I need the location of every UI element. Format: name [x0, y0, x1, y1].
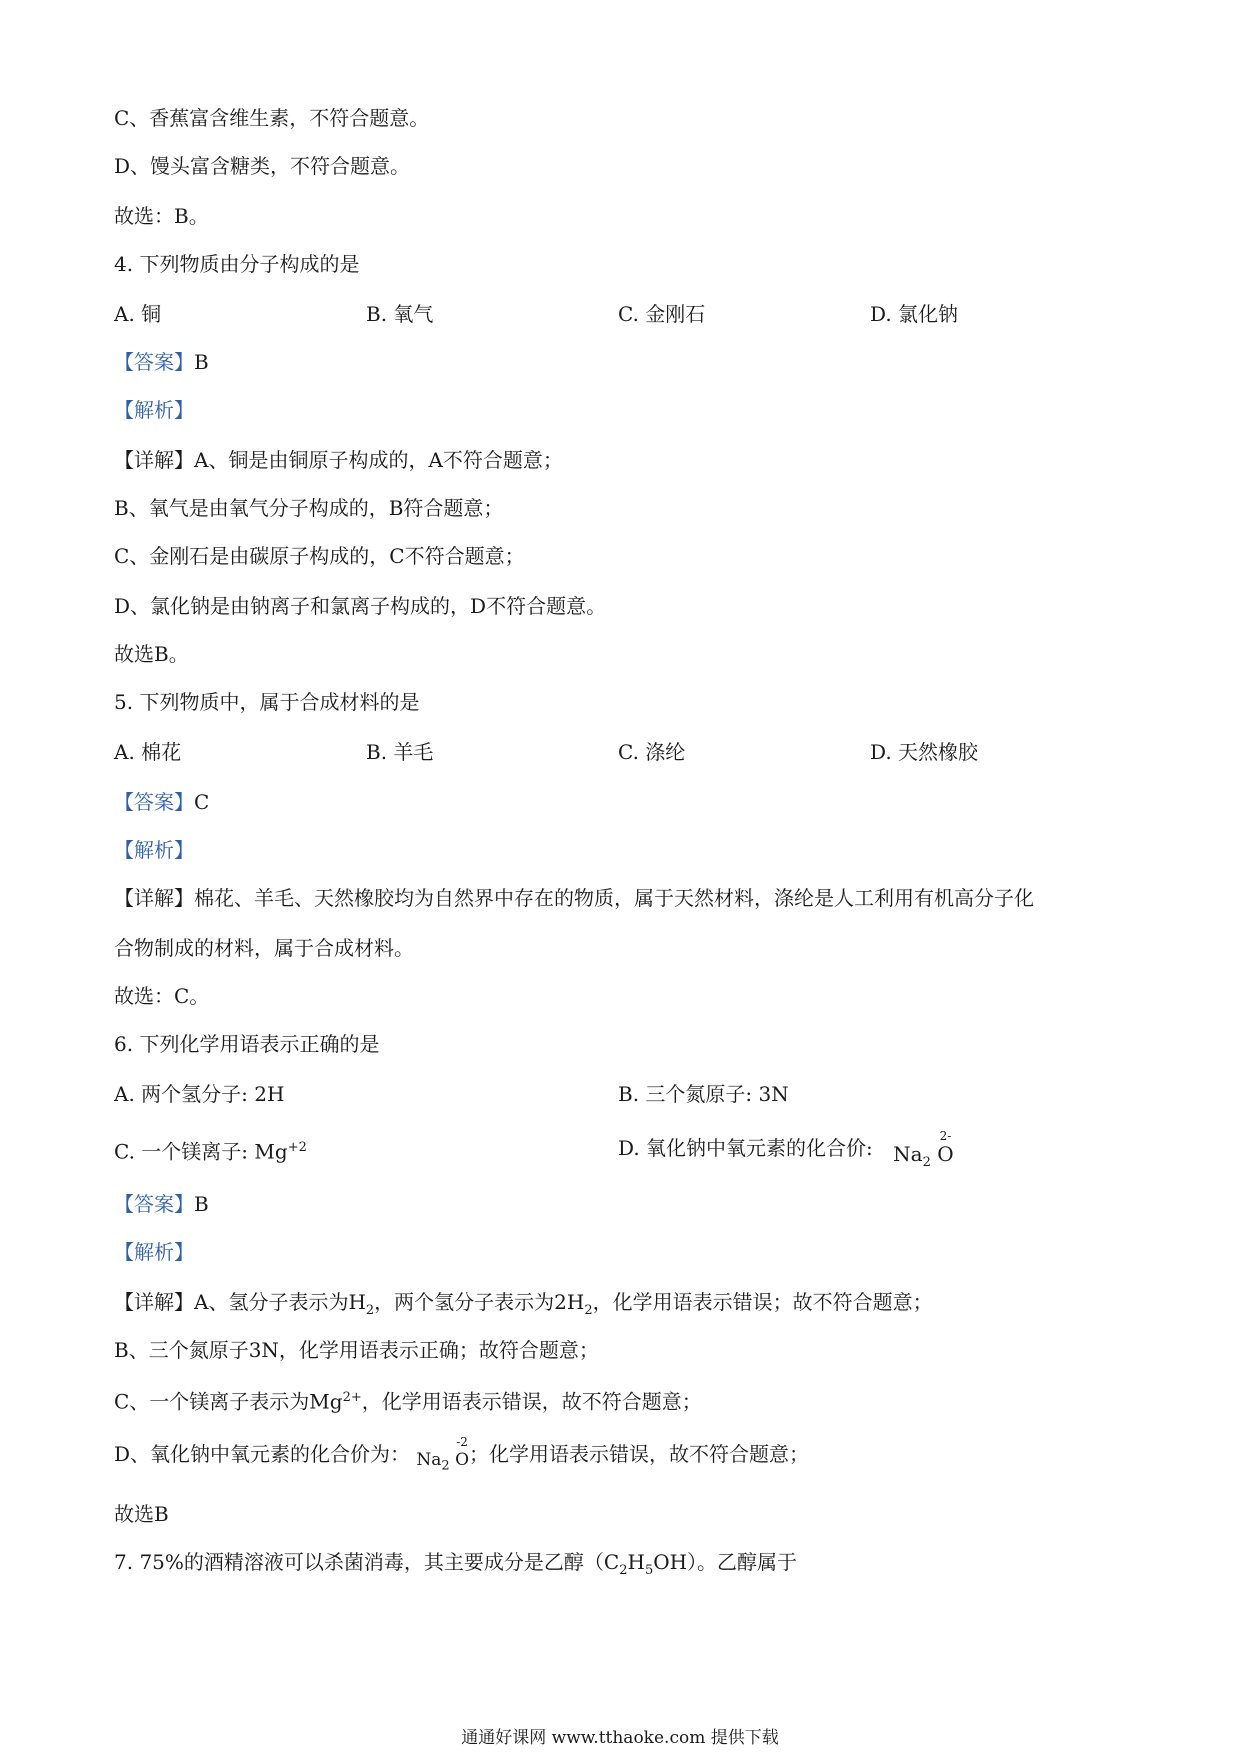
q4-option-d: D. 氯化钠 [870, 302, 959, 326]
option-text: C. 一个镁离子: Mg [114, 1139, 288, 1164]
formula-o-letter: O [937, 1142, 954, 1166]
formula-na: Na [893, 1142, 923, 1166]
q5-end: 故选：C。 [114, 984, 210, 1008]
q4-detail-2: B、氧气是由氧气分子构成的，B符合题意； [114, 496, 504, 520]
question-4: 4. 下列物质由分子构成的是 [114, 252, 360, 276]
detail-label: 【详解】 [114, 886, 194, 910]
q4-detail-1 [114, 448, 563, 472]
valence-mark: -2 [456, 1435, 468, 1449]
q6-end: 故选B [114, 1502, 169, 1526]
q6-detail-3 [114, 1386, 702, 1414]
formula-o [937, 1129, 954, 1166]
q5-option-c: C. 涤纶 [618, 740, 686, 764]
q4-analysis-label: 【解析】 [114, 398, 194, 422]
q4-end: 故选B。 [114, 642, 189, 666]
q5-option-d: D. 天然橡胶 [870, 740, 979, 764]
q4-detail-4: D、氯化钠是由钠离子和氯离子构成的，D不符合题意。 [114, 594, 607, 618]
q6-analysis-label: 【解析】 [114, 1240, 194, 1264]
q6-detail-1 [114, 1290, 933, 1323]
q5-analysis-label: 【解析】 [114, 838, 194, 862]
formula-o [455, 1435, 470, 1472]
detail-text: A、铜是由铜原子构成的，A不符合题意； [194, 448, 563, 472]
text-line: D、馒头富含糖类，不符合题意。 [114, 154, 411, 178]
detail-text: C、一个镁离子表示为Mg [114, 1389, 343, 1414]
q6-detail-4 [114, 1435, 810, 1474]
question-7: 7. 75%的酒精溶液可以杀菌消毒，其主要成分是乙醇$(C_2H_5OH)$。乙醇属于 [114, 1550, 798, 1578]
detail-label: 【详解】 [114, 448, 194, 472]
answer-label: 【答案】 [114, 1192, 194, 1216]
q6-option-d [618, 1129, 954, 1170]
formula-subscript: 2 [441, 1458, 450, 1474]
q5-answer [114, 790, 209, 814]
q6-answer [114, 1192, 209, 1216]
question-text: OH）。乙醇属于 [653, 1550, 798, 1574]
text-line: C、香蕉富含维生素，不符合题意。 [114, 106, 430, 130]
formula-subscript: 2 [922, 1155, 931, 1170]
answer-label: 【答案】 [114, 350, 194, 374]
detail-text: 棉花、羊毛、天然橡胶均为自然界中存在的物质，属于天然材料，涤纶是人工利用有机高分子化 [194, 886, 1034, 910]
formula-na2o [416, 1435, 470, 1478]
text-line: 故选：B。 [114, 204, 209, 228]
detail-text: A、氢分子表示为H [194, 1290, 366, 1314]
q5-detail-1 [114, 886, 1034, 910]
answer-label: 【答案】 [114, 790, 194, 814]
q4-option-c: C. 金刚石 [618, 302, 706, 326]
q6-option-a: A. 两个氢分子: 2H [114, 1082, 285, 1106]
detail-text: ，两个氢分子表示为2H [374, 1290, 585, 1314]
charge-superscript: +2 [287, 1140, 307, 1155]
q6-detail-2: B、三个氮原子3N，化学用语表示正确；故符合题意； [114, 1338, 599, 1362]
option-text: D. 氧化钠中氧元素的化合价: [618, 1136, 873, 1160]
question-text: 7. 75%的酒精溶液可以杀菌消毒，其主要成分是乙醇（C [114, 1550, 620, 1574]
detail-text: D、氧化钠中氧元素的化合价为： [114, 1442, 411, 1466]
detail-text: ，化学用语表示错误；故不符合题意； [592, 1290, 933, 1314]
q5-option-a: A. 棉花 [114, 740, 182, 764]
question-6: 6. 下列化学用语表示正确的是 [114, 1032, 380, 1056]
valence-mark: 2- [939, 1129, 952, 1143]
q4-option-b: B. 氧气 [366, 302, 434, 326]
detail-text: ；化学用语表示错误，故不符合题意； [469, 1442, 810, 1466]
answer-value: B [194, 350, 209, 374]
formula-subscript: 2 [584, 1303, 593, 1318]
charge-superscript: 2+ [342, 1390, 362, 1405]
formula-subscript: 2 [365, 1303, 375, 1318]
formula-subscript: 2 [619, 1563, 628, 1578]
answer-value: C [194, 790, 210, 814]
formula-o-letter: O [455, 1450, 470, 1470]
q6-option-c [114, 1136, 307, 1164]
footer-watermark: 通通好课网 www.tthaoke.com 提供下载 [461, 1728, 779, 1748]
q4-option-a: A. 铜 [114, 302, 162, 326]
q5-detail-2: 合物制成的材料，属于合成材料。 [114, 936, 414, 960]
formula-na: Na [416, 1450, 442, 1470]
answer-value: B [194, 1192, 209, 1216]
q4-detail-3: C、金刚石是由碳原子构成的，C不符合题意； [114, 544, 525, 568]
detail-label: 【详解】 [114, 1290, 194, 1314]
formula-na2o [893, 1129, 954, 1175]
q4-answer [114, 350, 209, 374]
question-text: H [627, 1550, 645, 1574]
q5-option-b: B. 羊毛 [366, 740, 434, 764]
q6-option-b: B. 三个氮原子: 3N [618, 1082, 789, 1106]
question-5: 5. 下列物质中，属于合成材料的是 [114, 690, 420, 714]
detail-text: ，化学用语表示错误，故不符合题意； [361, 1389, 702, 1414]
